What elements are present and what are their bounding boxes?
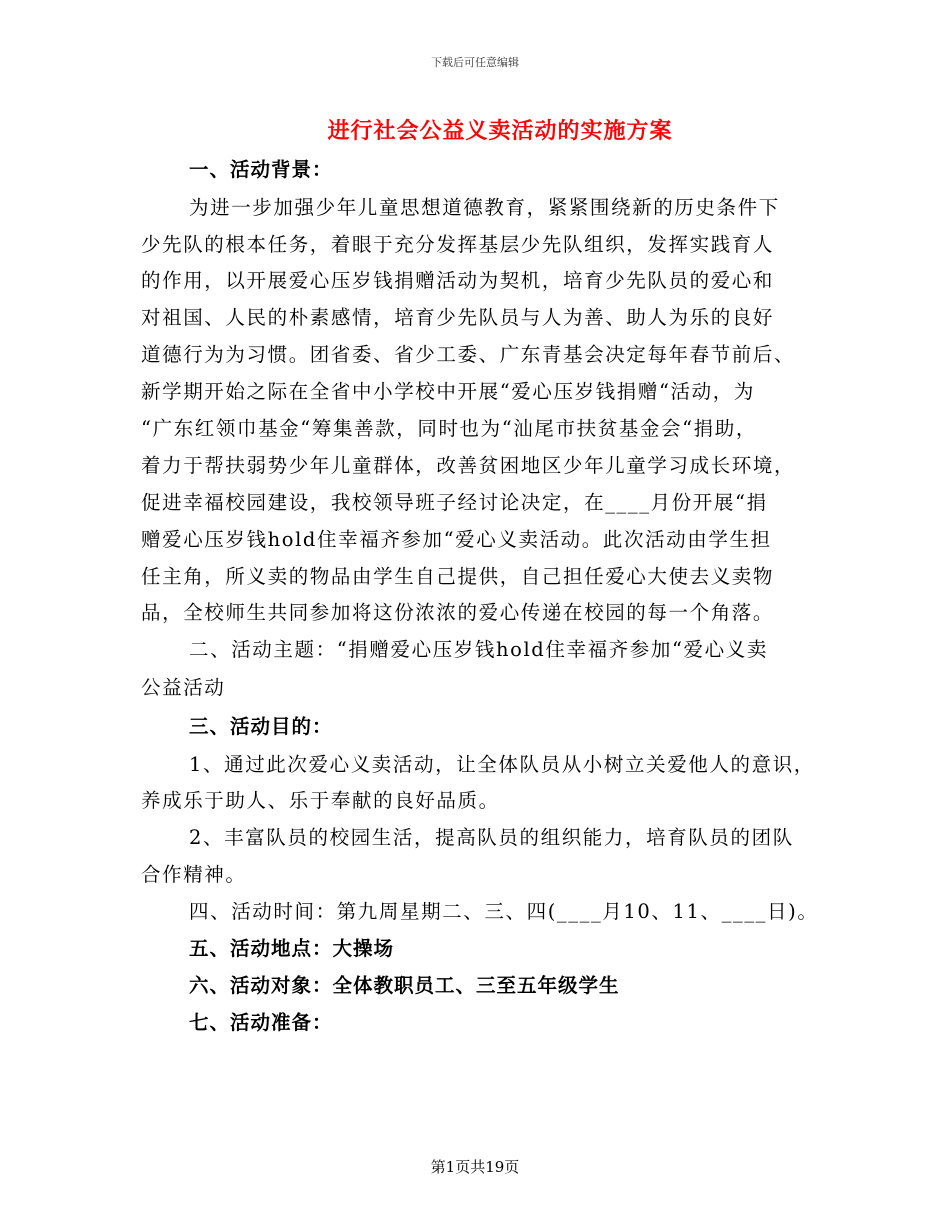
paragraph-line: 赠爱心压岁钱hold住幸福齐参加“爱心义卖活动。此次活动由学生担 (141, 528, 772, 551)
document-title: 进行社会公益义卖活动的实施方案 (327, 118, 673, 144)
section-theme-line: 二、活动主题：“捐赠爱心压岁钱hold住幸福齐参加“爱心义卖 (189, 638, 768, 661)
paragraph-line: 道德行为为习惯。团省委、省少工委、广东青基会决定每年春节前后、 (141, 343, 796, 366)
paragraph-line: “广东红领巾基金“筹集善款，同时也为“汕尾市扶贫基金会“捐助， (141, 417, 757, 440)
section-heading-background: 一、活动背景： (189, 158, 333, 181)
paragraph-line: 新学期开始之际在全省中小学校中开展“爱心压岁钱捐赠“活动，为 (141, 380, 755, 403)
paragraph-line: 对祖国、人民的朴素感情，培育少先队员与人为善、助人为乐的良好 (141, 306, 775, 329)
page-header-note: 下载后可任意编辑 (431, 56, 519, 69)
section-heading-preparation: 七、活动准备： (189, 1011, 333, 1034)
paragraph-line: 促进幸福校园建设，我校领导班子经讨论决定，在____月份开展“捐 (141, 491, 768, 514)
page-number-footer: 第1页共19页 (430, 1158, 520, 1176)
paragraph-line: 品，全校师生共同参加将这份浓浓的爱心传递在校园的每一个角落。 (141, 601, 775, 624)
section-location-line: 五、活动地点：大操场 (189, 937, 395, 960)
paragraph-line: 的作用，以开展爱心压岁钱捐赠活动为契机，培育少先队员的爱心和 (141, 269, 775, 292)
section-time-line: 四、活动时间：第九周星期二、三、四(____月10、11、____日)。 (189, 900, 819, 923)
paragraph-line: 着力于帮扶弱势少年儿童群体，改善贫困地区少年儿童学习成长环境， (141, 454, 796, 477)
purpose-item-line: 1、通过此次爱心义卖活动，让全体队员从小树立关爱他人的意识， (189, 753, 815, 776)
paragraph-line: 少先队的根本任务，着眼于充分发挥基层少先队组织，发挥实践育人 (141, 233, 775, 256)
section-heading-purpose: 三、活动目的： (189, 715, 333, 738)
section-audience-line: 六、活动对象：全体教职员工、三至五年级学生 (189, 974, 620, 997)
paragraph-line: 任主角，所义卖的物品由学生自己提供，自己担任爱心大使去义卖物 (141, 565, 775, 588)
paragraph-line: 为进一步加强少年儿童思想道德教育，紧紧围绕新的历史条件下 (189, 196, 780, 219)
purpose-item-line: 2、丰富队员的校园生活，提高队员的组织能力，培育队员的团队 (189, 826, 794, 849)
purpose-item-line: 合作精神。 (141, 863, 247, 886)
section-theme-line: 公益活动 (141, 676, 226, 699)
purpose-item-line: 养成乐于助人、乐于奉献的良好品质。 (141, 789, 500, 812)
